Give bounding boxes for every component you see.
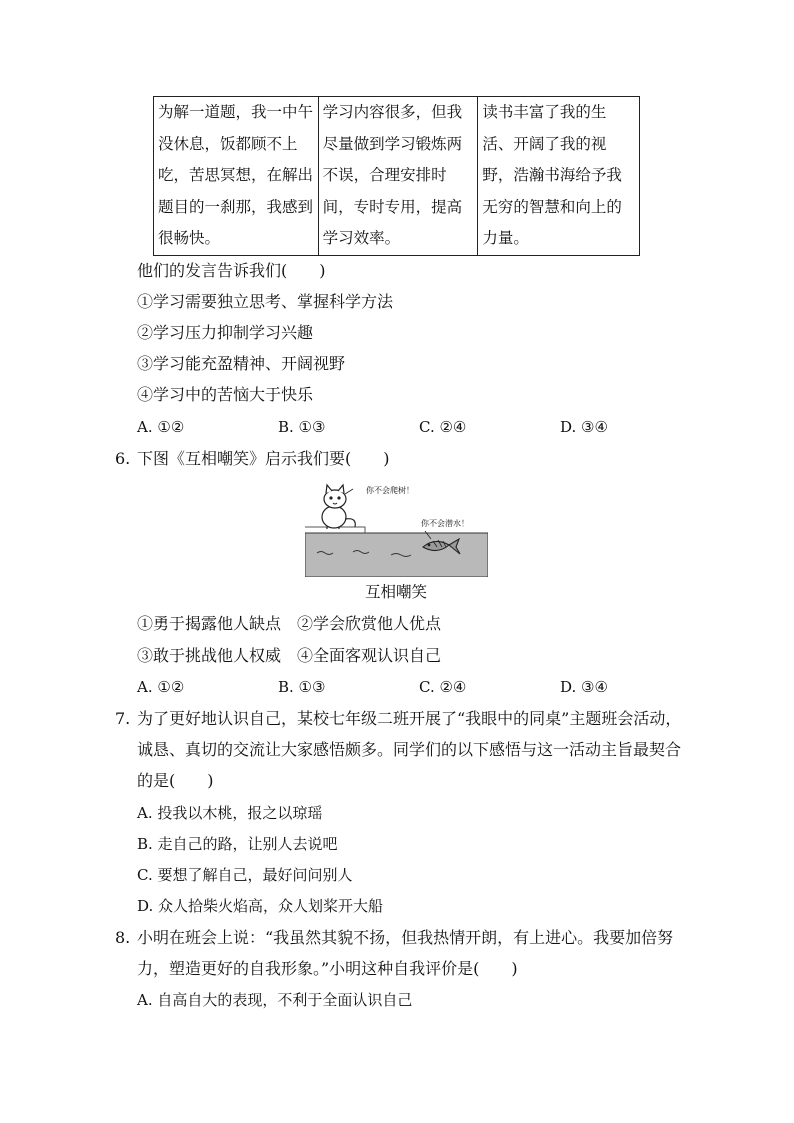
table-row <box>154 97 640 256</box>
q6-option-a: A. ①② <box>137 678 185 696</box>
q7-line-2: 诚恳、真切的交流让大家感悟颇多。同学们的以下感悟与这一活动主旨最契合 <box>137 740 682 759</box>
table-cell-2: 学习内容很多，但我尽量做到学习锻炼两不误，合理安排时间，专时专用，提高学习效率。 <box>318 97 478 256</box>
q5-stem: 他们的发言告诉我们( ) <box>137 261 326 280</box>
q7-line-1: 为了更好地认识自己，某校七年级二班开展了“我眼中的同桌”主题班会活动， <box>137 709 682 728</box>
q6-items-line-1: ①勇于揭露他人缺点 ②学会欣赏他人优点 <box>137 614 442 633</box>
q5-item-2: ②学习压力抑制学习兴趣 <box>137 323 314 342</box>
cartoon-svg <box>305 481 488 577</box>
q7-number: 7. <box>115 709 131 728</box>
q7-option-a: A. 投我以木桃，报之以琼瑶 <box>137 804 323 822</box>
cartoon-figure <box>305 481 488 577</box>
q7-option-c: C. 要想了解自己，最好问问别人 <box>137 866 353 884</box>
q8-line-2: 力，塑造更好的自我形象。”小明这种自我评价是( ) <box>137 959 518 978</box>
q6-stem: 下图《互相嘲笑》启示我们要( ) <box>137 449 390 468</box>
q6-number: 6. <box>115 449 131 468</box>
table-cell-1: 为解一道题，我一中午没休息，饭都顾不上吃，苦思冥想，在解出题目的一刹那，我感到很畅快。 <box>154 97 319 256</box>
q7-option-b: B. 走自己的路，让别人去说吧 <box>137 835 338 853</box>
cat-speech: 你不会爬树！ <box>366 486 414 495</box>
fish-speech: 你不会潜水！ <box>421 519 469 528</box>
figure-caption: 互相嘲笑 <box>365 583 428 601</box>
q6-option-d: D. ③④ <box>560 678 608 696</box>
q7-option-d: D. 众人拾柴火焰高，众人划桨开大船 <box>137 897 384 915</box>
q7-line-3: 的是( ) <box>137 771 214 790</box>
table-cell-3: 读书丰富了我的生活、开阔了我的视野，浩瀚书海给予我无穷的智慧和向上的力量。 <box>478 97 640 256</box>
q8-number: 8. <box>115 928 131 947</box>
water-area <box>305 533 488 577</box>
q8-option-a: A. 自高自大的表现，不利于全面认识自己 <box>137 991 413 1009</box>
q6-items-line-2: ③敢于挑战他人权威 ④全面客观认识自己 <box>137 646 442 665</box>
speech-table <box>153 96 640 256</box>
q5-item-3: ③学习能充盈精神、开阔视野 <box>137 354 346 373</box>
q5-item-1: ①学习需要独立思考、掌握科学方法 <box>137 292 394 311</box>
q6-option-c: C. ②④ <box>419 678 467 696</box>
q6-option-b: B. ①③ <box>278 678 326 696</box>
q5-option-a: A. ①② <box>137 418 185 436</box>
cat-icon <box>322 485 355 529</box>
q5-option-c: C. ②④ <box>419 418 467 436</box>
q5-item-4: ④学习中的苦恼大于快乐 <box>137 385 314 404</box>
q5-option-b: B. ①③ <box>278 418 326 436</box>
q8-line-1: 小明在班会上说：“我虽然其貌不扬，但我热情开朗，有上进心。我要加倍努 <box>137 928 674 947</box>
q5-option-d: D. ③④ <box>560 418 608 436</box>
